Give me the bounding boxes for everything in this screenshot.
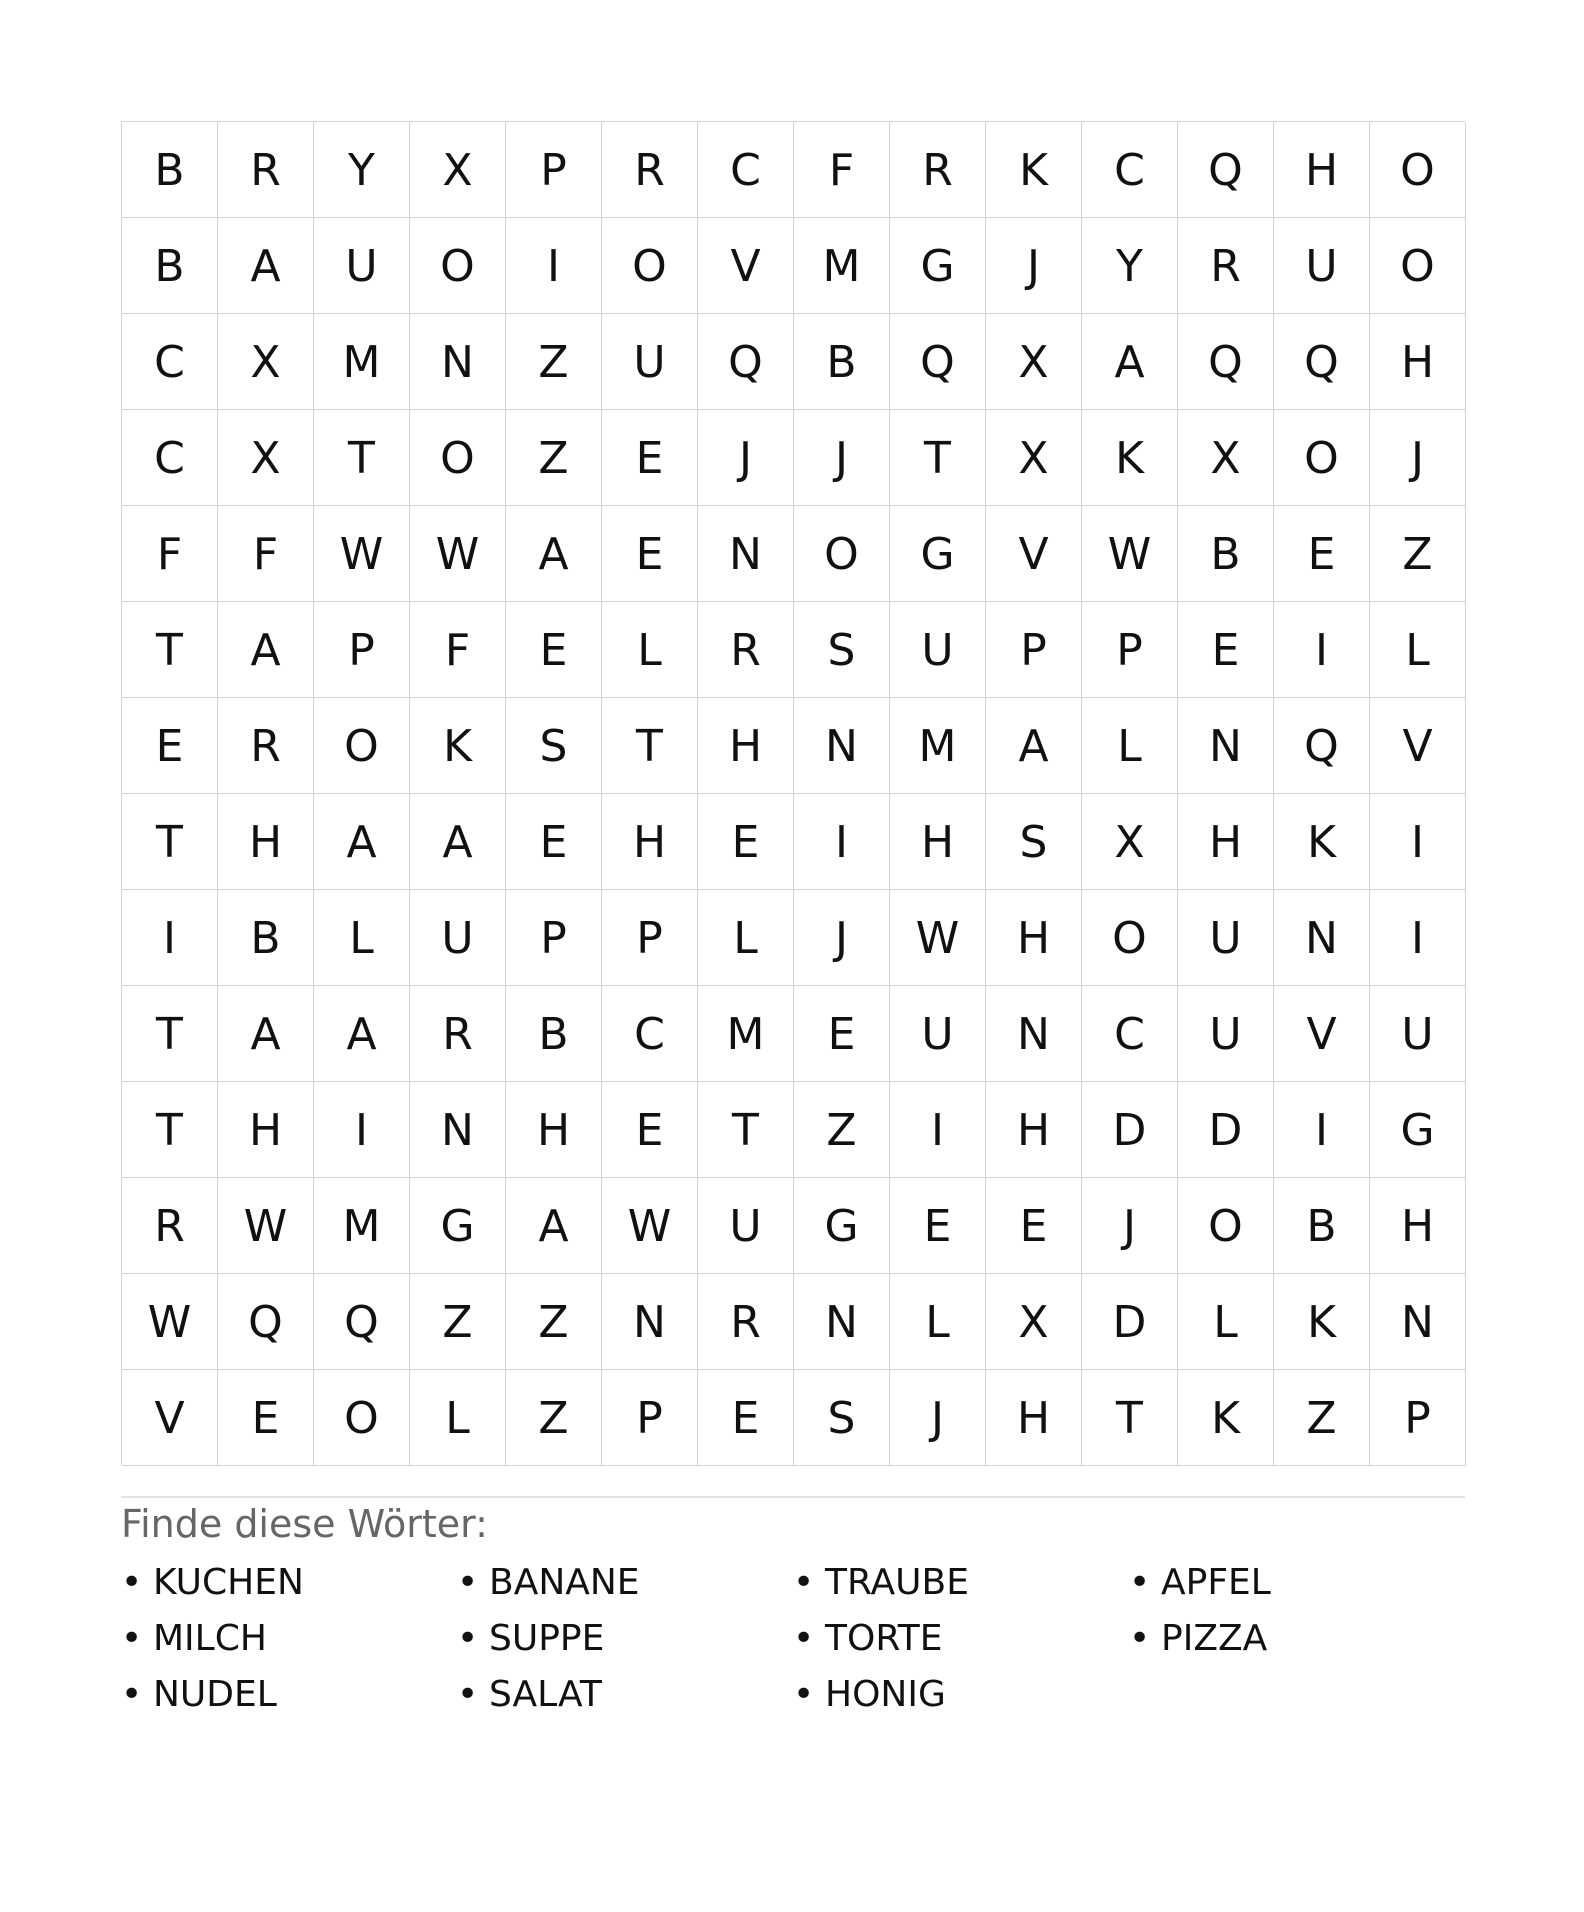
grid-cell[interactable]: C xyxy=(122,410,218,506)
grid-cell[interactable]: N xyxy=(1178,698,1274,794)
grid-cell[interactable]: G xyxy=(890,218,986,314)
grid-cell[interactable]: H xyxy=(506,1082,602,1178)
grid-cell[interactable]: T xyxy=(602,698,698,794)
grid-cell[interactable]: D xyxy=(1082,1274,1178,1370)
bullet-icon: • xyxy=(121,1618,143,1659)
grid-cell[interactable]: Q xyxy=(1274,698,1370,794)
grid-cell[interactable]: N xyxy=(794,698,890,794)
grid-cell[interactable]: G xyxy=(794,1178,890,1274)
grid-cell[interactable]: E xyxy=(890,1178,986,1274)
grid-cell[interactable]: Z xyxy=(1274,1370,1370,1466)
grid-cell[interactable]: P xyxy=(602,1370,698,1466)
grid-cell[interactable]: Q xyxy=(698,314,794,410)
grid-cell[interactable]: P xyxy=(1082,602,1178,698)
grid-cell[interactable]: A xyxy=(218,986,314,1082)
grid-cell[interactable]: O xyxy=(602,218,698,314)
grid-cell[interactable]: M xyxy=(890,698,986,794)
grid-cell[interactable]: T xyxy=(122,794,218,890)
grid-cell[interactable]: X xyxy=(218,410,314,506)
grid-cell[interactable]: E xyxy=(698,1370,794,1466)
word-label: APFEL xyxy=(1161,1562,1271,1603)
word-list-item xyxy=(1129,1611,1465,1667)
grid-cell[interactable]: S xyxy=(794,1370,890,1466)
bullet-icon: • xyxy=(793,1562,815,1603)
word-label: TRAUBE xyxy=(825,1562,969,1603)
word-label: MILCH xyxy=(153,1618,267,1659)
bullet-icon: • xyxy=(457,1674,479,1715)
grid-cell[interactable]: A xyxy=(986,698,1082,794)
grid-cell[interactable]: B xyxy=(1178,506,1274,602)
word-list-item xyxy=(121,1667,457,1723)
grid-cell[interactable]: W xyxy=(122,1274,218,1370)
grid-cell[interactable]: P xyxy=(986,602,1082,698)
grid-cell[interactable]: I xyxy=(122,890,218,986)
grid-cell[interactable]: E xyxy=(1178,602,1274,698)
grid-cell[interactable]: Z xyxy=(506,1274,602,1370)
grid-cell[interactable]: V xyxy=(986,506,1082,602)
grid-cell[interactable]: M xyxy=(698,986,794,1082)
grid-cell[interactable]: L xyxy=(1178,1274,1274,1370)
grid-cell[interactable]: O xyxy=(314,1370,410,1466)
grid-cell[interactable]: Z xyxy=(506,1370,602,1466)
word-list xyxy=(121,1555,1465,1723)
grid-cell[interactable]: I xyxy=(1274,602,1370,698)
grid-cell[interactable]: K xyxy=(1178,1370,1274,1466)
grid-cell[interactable]: W xyxy=(602,1178,698,1274)
grid-cell[interactable]: T xyxy=(1082,1370,1178,1466)
bullet-icon: • xyxy=(1129,1618,1151,1659)
bullet-icon: • xyxy=(121,1562,143,1603)
grid-cell[interactable]: H xyxy=(986,1082,1082,1178)
grid-cell[interactable]: Z xyxy=(794,1082,890,1178)
grid-cell[interactable]: K xyxy=(1082,410,1178,506)
grid-cell[interactable]: A xyxy=(410,794,506,890)
grid-cell[interactable]: R xyxy=(410,986,506,1082)
grid-cell[interactable]: P xyxy=(314,602,410,698)
grid-cell[interactable]: L xyxy=(1082,698,1178,794)
grid-cell[interactable]: N xyxy=(986,986,1082,1082)
grid-cell[interactable]: J xyxy=(1082,1178,1178,1274)
grid-cell[interactable]: A xyxy=(1082,314,1178,410)
grid-cell[interactable]: Q xyxy=(1178,314,1274,410)
grid-cell[interactable]: E xyxy=(986,1178,1082,1274)
word-list-item xyxy=(121,1611,457,1667)
grid-cell[interactable]: V xyxy=(698,218,794,314)
word-list-item xyxy=(457,1555,793,1611)
grid-cell[interactable]: V xyxy=(122,1370,218,1466)
grid-cell[interactable]: H xyxy=(698,698,794,794)
word-search-grid xyxy=(121,121,1465,1465)
grid-cell[interactable]: K xyxy=(410,698,506,794)
grid-cell[interactable]: J xyxy=(890,1370,986,1466)
word-label: PIZZA xyxy=(1161,1618,1268,1659)
grid-cell[interactable]: R xyxy=(218,122,314,218)
grid-cell[interactable]: U xyxy=(890,602,986,698)
grid-cell[interactable]: E xyxy=(794,986,890,1082)
grid-cell[interactable]: D xyxy=(1082,1082,1178,1178)
grid-cell[interactable]: M xyxy=(794,218,890,314)
grid-cell[interactable]: H xyxy=(890,794,986,890)
grid-cell[interactable]: Z xyxy=(410,1274,506,1370)
grid-cell[interactable]: E xyxy=(218,1370,314,1466)
grid-cell[interactable]: X xyxy=(986,1274,1082,1370)
grid-cell[interactable]: Y xyxy=(314,122,410,218)
word-list-item xyxy=(457,1667,793,1723)
grid-cell[interactable]: U xyxy=(1178,890,1274,986)
grid-cell[interactable]: N xyxy=(410,1082,506,1178)
word-list-item xyxy=(121,1555,457,1611)
grid-cell[interactable]: G xyxy=(410,1178,506,1274)
bullet-icon: • xyxy=(121,1674,143,1715)
grid-cell[interactable]: M xyxy=(314,314,410,410)
grid-cell[interactable]: W xyxy=(314,506,410,602)
grid-cell[interactable]: T xyxy=(122,1082,218,1178)
word-list-item xyxy=(793,1611,1129,1667)
grid-cell[interactable]: N xyxy=(1274,890,1370,986)
grid-cell[interactable]: E xyxy=(506,602,602,698)
grid-cell[interactable]: U xyxy=(410,890,506,986)
grid-cell[interactable]: O xyxy=(1370,122,1466,218)
grid-cell[interactable]: E xyxy=(1274,506,1370,602)
grid-cell[interactable]: B xyxy=(506,986,602,1082)
grid-cell[interactable]: H xyxy=(1178,794,1274,890)
grid-cell[interactable]: M xyxy=(314,1178,410,1274)
grid-cell[interactable]: A xyxy=(506,506,602,602)
grid-cell[interactable]: U xyxy=(1274,218,1370,314)
word-label: TORTE xyxy=(825,1618,943,1659)
grid-cell[interactable]: U xyxy=(314,218,410,314)
grid-cell[interactable]: O xyxy=(794,506,890,602)
grid-cell[interactable]: C xyxy=(602,986,698,1082)
grid-cell[interactable]: C xyxy=(698,122,794,218)
grid-cell[interactable]: P xyxy=(1370,1370,1466,1466)
grid-cell[interactable]: L xyxy=(314,890,410,986)
grid-cell[interactable]: C xyxy=(122,314,218,410)
grid-cell[interactable]: S xyxy=(794,602,890,698)
grid-cell[interactable]: R xyxy=(218,698,314,794)
word-label: SALAT xyxy=(489,1674,602,1715)
grid-cell[interactable]: R xyxy=(890,122,986,218)
grid-cell[interactable]: I xyxy=(506,218,602,314)
word-label: NUDEL xyxy=(153,1674,277,1715)
grid-cell[interactable]: T xyxy=(122,602,218,698)
grid-cell[interactable]: J xyxy=(698,410,794,506)
grid-cell[interactable]: W xyxy=(1082,506,1178,602)
bullet-icon: • xyxy=(457,1562,479,1603)
word-list-prompt: Finde diese Wörter: xyxy=(121,1502,488,1546)
grid-cell[interactable]: E xyxy=(602,410,698,506)
grid-cell[interactable]: L xyxy=(602,602,698,698)
word-list-item xyxy=(457,1611,793,1667)
word-list-item xyxy=(793,1555,1129,1611)
grid-cell[interactable]: N xyxy=(794,1274,890,1370)
grid-cell[interactable]: E xyxy=(602,1082,698,1178)
grid-cell[interactable]: L xyxy=(410,1370,506,1466)
grid-cell[interactable]: I xyxy=(1370,890,1466,986)
grid-cell[interactable]: H xyxy=(218,794,314,890)
grid-cell[interactable]: Y xyxy=(1082,218,1178,314)
grid-cell[interactable]: C xyxy=(1082,122,1178,218)
grid-cell[interactable]: U xyxy=(1370,986,1466,1082)
word-label: HONIG xyxy=(825,1674,946,1715)
grid-cell[interactable]: X xyxy=(410,122,506,218)
grid-cell[interactable]: N xyxy=(1370,1274,1466,1370)
grid-cell[interactable]: P xyxy=(602,890,698,986)
grid-cell[interactable]: H xyxy=(218,1082,314,1178)
bullet-icon: • xyxy=(793,1618,815,1659)
grid-cell[interactable]: X xyxy=(986,410,1082,506)
grid-cell[interactable]: Q xyxy=(218,1274,314,1370)
grid-cell[interactable]: U xyxy=(698,1178,794,1274)
grid-cell[interactable]: F xyxy=(122,506,218,602)
grid-cell[interactable]: H xyxy=(1370,1178,1466,1274)
grid-cell[interactable]: A xyxy=(314,986,410,1082)
grid-cell[interactable]: B xyxy=(218,890,314,986)
grid-cell[interactable]: J xyxy=(794,890,890,986)
bullet-icon: • xyxy=(1129,1562,1151,1603)
grid-cell[interactable]: N xyxy=(410,314,506,410)
bullet-icon: • xyxy=(793,1674,815,1715)
grid-cell[interactable]: R xyxy=(602,122,698,218)
grid-cell[interactable]: A xyxy=(218,218,314,314)
grid-cell[interactable]: N xyxy=(602,1274,698,1370)
grid-cell[interactable]: S xyxy=(506,698,602,794)
word-label: BANANE xyxy=(489,1562,640,1603)
grid-cell[interactable]: L xyxy=(698,890,794,986)
grid-cell[interactable]: O xyxy=(1370,218,1466,314)
grid-cell[interactable]: V xyxy=(1274,986,1370,1082)
grid-cell[interactable]: A xyxy=(506,1178,602,1274)
grid-cell[interactable]: U xyxy=(890,986,986,1082)
grid-cell[interactable]: D xyxy=(1178,1082,1274,1178)
grid-cell[interactable]: J xyxy=(1370,410,1466,506)
grid-cell[interactable]: X xyxy=(1082,794,1178,890)
grid-cell[interactable]: O xyxy=(410,410,506,506)
grid-cell[interactable]: A xyxy=(218,602,314,698)
grid-cell[interactable]: O xyxy=(410,218,506,314)
grid-cell[interactable]: E xyxy=(122,698,218,794)
grid-cell[interactable]: I xyxy=(1370,794,1466,890)
grid-cell[interactable]: J xyxy=(986,218,1082,314)
grid-cell[interactable]: I xyxy=(794,794,890,890)
grid-cell[interactable]: Q xyxy=(1274,314,1370,410)
word-label: KUCHEN xyxy=(153,1562,304,1603)
grid-cell[interactable]: H xyxy=(602,794,698,890)
grid-cell[interactable]: C xyxy=(1082,986,1178,1082)
grid-cell[interactable]: N xyxy=(698,506,794,602)
grid-cell[interactable]: Z xyxy=(506,314,602,410)
grid-cell[interactable]: Q xyxy=(314,1274,410,1370)
grid-cell[interactable]: T xyxy=(314,410,410,506)
grid-cell[interactable]: A xyxy=(314,794,410,890)
grid-cell[interactable]: F xyxy=(794,122,890,218)
grid-cell[interactable]: K xyxy=(1274,1274,1370,1370)
grid-cell[interactable]: H xyxy=(1370,314,1466,410)
divider xyxy=(121,1496,1465,1498)
grid-cell[interactable]: E xyxy=(506,794,602,890)
grid-cell[interactable]: I xyxy=(314,1082,410,1178)
grid-cell[interactable]: W xyxy=(410,506,506,602)
grid-cell[interactable]: B xyxy=(1274,1178,1370,1274)
grid-cell[interactable]: R xyxy=(698,602,794,698)
grid-cell[interactable]: K xyxy=(1274,794,1370,890)
word-label: SUPPE xyxy=(489,1618,605,1659)
grid-cell[interactable]: O xyxy=(1178,1178,1274,1274)
grid-cell[interactable]: O xyxy=(314,698,410,794)
grid-cell[interactable]: R xyxy=(122,1178,218,1274)
grid-cell[interactable]: T xyxy=(698,1082,794,1178)
grid-cell[interactable]: T xyxy=(122,986,218,1082)
grid-cell[interactable]: G xyxy=(890,506,986,602)
grid-cell[interactable]: L xyxy=(890,1274,986,1370)
grid-cell[interactable]: J xyxy=(794,410,890,506)
grid-cell[interactable]: S xyxy=(986,794,1082,890)
grid-cell[interactable]: U xyxy=(602,314,698,410)
grid-cell[interactable]: U xyxy=(1178,986,1274,1082)
grid-cell[interactable]: F xyxy=(218,506,314,602)
grid-cell[interactable]: T xyxy=(890,410,986,506)
grid-cell[interactable]: E xyxy=(602,506,698,602)
grid-cell[interactable]: G xyxy=(1370,1082,1466,1178)
grid-cell[interactable]: Z xyxy=(1370,506,1466,602)
grid-cell[interactable]: I xyxy=(1274,1082,1370,1178)
grid-cell[interactable]: B xyxy=(122,122,218,218)
grid-cell[interactable]: Q xyxy=(890,314,986,410)
grid-cell[interactable]: W xyxy=(218,1178,314,1274)
grid-cell[interactable]: K xyxy=(986,122,1082,218)
grid-cell[interactable]: H xyxy=(986,1370,1082,1466)
grid-cell[interactable]: O xyxy=(1082,890,1178,986)
grid-cell[interactable]: Q xyxy=(1178,122,1274,218)
word-list-item xyxy=(1129,1555,1465,1611)
grid-cell[interactable]: L xyxy=(1370,602,1466,698)
grid-cell[interactable]: O xyxy=(1274,410,1370,506)
grid-cell[interactable]: I xyxy=(890,1082,986,1178)
grid-cell[interactable]: B xyxy=(122,218,218,314)
grid-cell[interactable]: X xyxy=(1178,410,1274,506)
grid-cell[interactable]: B xyxy=(794,314,890,410)
grid-cell[interactable]: H xyxy=(986,890,1082,986)
grid-cell[interactable]: P xyxy=(506,122,602,218)
grid-cell[interactable]: H xyxy=(1274,122,1370,218)
grid-cell[interactable]: V xyxy=(1370,698,1466,794)
bullet-icon: • xyxy=(457,1618,479,1659)
grid-cell[interactable]: R xyxy=(1178,218,1274,314)
grid-cell[interactable]: X xyxy=(986,314,1082,410)
grid-cell[interactable]: W xyxy=(890,890,986,986)
grid-cell[interactable]: R xyxy=(698,1274,794,1370)
grid-cell[interactable]: E xyxy=(698,794,794,890)
grid-cell[interactable]: X xyxy=(218,314,314,410)
word-list-item xyxy=(793,1667,1129,1723)
grid-cell[interactable]: F xyxy=(410,602,506,698)
grid-cell[interactable]: Z xyxy=(506,410,602,506)
grid-cell[interactable]: P xyxy=(506,890,602,986)
